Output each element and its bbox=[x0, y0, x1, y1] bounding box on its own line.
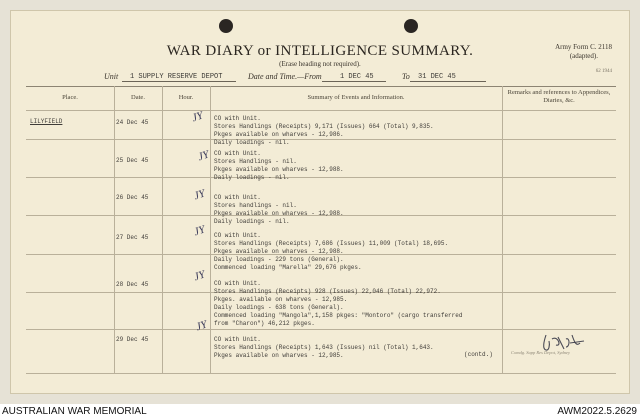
entry-line: Daily loadings - nil. bbox=[214, 139, 290, 146]
entry-line: Stores Handlings - nil. bbox=[214, 158, 297, 165]
initials-mark: JY bbox=[190, 109, 205, 125]
form-reference bbox=[555, 43, 612, 76]
archive-footer bbox=[0, 404, 640, 419]
entry-line: CO with Unit. bbox=[214, 280, 261, 287]
initials-mark: JY bbox=[196, 148, 211, 164]
entry-line: Pkges. available on wharves - 12,985. bbox=[214, 296, 348, 303]
entry-line: Daily loadings - nil. bbox=[214, 218, 290, 225]
to-underline bbox=[410, 81, 486, 82]
header-remarks: Remarks and references to Appendices, Diaries, &c. bbox=[507, 89, 611, 104]
initials-mark: JY bbox=[192, 268, 207, 284]
unit-value: 1 SUPPLY RESERVE DEPOT bbox=[130, 73, 223, 81]
entry-date: 24 Dec 45 bbox=[116, 119, 149, 126]
place-value: LILYFIELD bbox=[30, 118, 63, 125]
footer-institution: AUSTRALIAN WAR MEMORIAL bbox=[2, 406, 147, 417]
entry-line: Stores Handlings (Receipts) 7,686 (Issues) 11,009 (Total) 18,695. bbox=[214, 240, 449, 247]
document-title: WAR DIARY or INTELLIGENCE SUMMARY. bbox=[166, 43, 474, 59]
to-label: To bbox=[402, 72, 410, 81]
header-hour: Hour. bbox=[178, 94, 194, 101]
form-note: 62 1944 bbox=[595, 69, 612, 74]
entry-line: Pkges available on wharves - 12,988. bbox=[214, 166, 344, 173]
entry-line: CO with Unit. bbox=[214, 115, 261, 122]
unit-underline bbox=[122, 81, 236, 82]
to-value: 31 DEC 45 bbox=[418, 73, 456, 81]
punch-hole-left bbox=[219, 19, 233, 33]
column-rule bbox=[502, 86, 503, 374]
entry-line: Pkges available on wharves - 12,985. bbox=[214, 352, 344, 359]
entry-date: 25 Dec 45 bbox=[116, 157, 149, 164]
entry-line: from "Charon") 46,212 pkges. bbox=[214, 320, 315, 327]
punch-hole-right bbox=[404, 19, 418, 33]
entry-line: Pkges available on wharves - 12,988. bbox=[214, 248, 344, 255]
from-value: 1 DEC 45 bbox=[340, 73, 374, 81]
entry-line: Daily loadings - nil. bbox=[214, 174, 290, 181]
entry-line: CO with Unit. bbox=[214, 150, 261, 157]
entry-line: CO with Unit. bbox=[214, 232, 261, 239]
from-underline bbox=[322, 81, 386, 82]
entry-line: Stores handlings - nil. bbox=[214, 202, 297, 209]
column-rule bbox=[210, 86, 211, 374]
header-summary: Summary of Events and Information. bbox=[307, 94, 405, 101]
entry-line: CO with Unit. bbox=[214, 194, 261, 201]
column-rule bbox=[114, 86, 115, 374]
unit-label: Unit bbox=[104, 72, 119, 81]
initials-mark: JY bbox=[192, 187, 207, 203]
continued-note: (contd.) bbox=[464, 351, 493, 358]
form-number: Army Form C. 2118 bbox=[555, 43, 612, 51]
initials-mark: JY bbox=[192, 223, 207, 239]
entry-line: Commenced loading "Mangola",1,158 pkges: "Montoro" (cargo transferred bbox=[214, 312, 463, 319]
initials-mark: JY bbox=[194, 318, 209, 334]
entry-date: 29 Dec 45 bbox=[116, 336, 149, 343]
form-adapted: (adapted). bbox=[569, 52, 598, 60]
entry-line: Pkges available on wharves - 12,988. bbox=[214, 210, 344, 217]
signature-caption: Comdg. Supp Res Depot, Sydney bbox=[511, 350, 570, 355]
footer-catalogue-number: AWM2022.5.2629 bbox=[557, 406, 637, 417]
entry-line: Stores Handlings (Receipts) 928 (Issues) 22,046 (Total) 22,972. bbox=[214, 288, 441, 295]
entry-line: Stores Handlings (Receipts) 9,171 (Issues) 664 (Total) 9,835. bbox=[214, 123, 434, 130]
date-time-label: Date and Time.—From bbox=[248, 72, 322, 81]
entry-line: CO with Unit. bbox=[214, 336, 261, 343]
entry-line: Stores Handlings (Receipts) 1,643 (Issues) nil (Total) 1,643. bbox=[214, 344, 434, 351]
entry-line: Commenced loading "Marella" 29,676 pkges. bbox=[214, 264, 362, 271]
document-subtitle: (Erase heading not required). bbox=[279, 60, 361, 68]
entry-date: 27 Dec 45 bbox=[116, 234, 149, 241]
header-date: Date. bbox=[131, 94, 145, 101]
entry-line: Pkges available on wharves - 12,986. bbox=[214, 131, 344, 138]
entry-date: 28 Dec 45 bbox=[116, 281, 149, 288]
entry-line: Daily loadings - 229 tons (General). bbox=[214, 256, 344, 263]
header-place: Place. bbox=[62, 94, 78, 101]
entry-line: Daily loadings - 638 tons (General). bbox=[214, 304, 344, 311]
diary-table bbox=[26, 86, 616, 374]
column-rule bbox=[162, 86, 163, 374]
entry-date: 26 Dec 45 bbox=[116, 194, 149, 201]
